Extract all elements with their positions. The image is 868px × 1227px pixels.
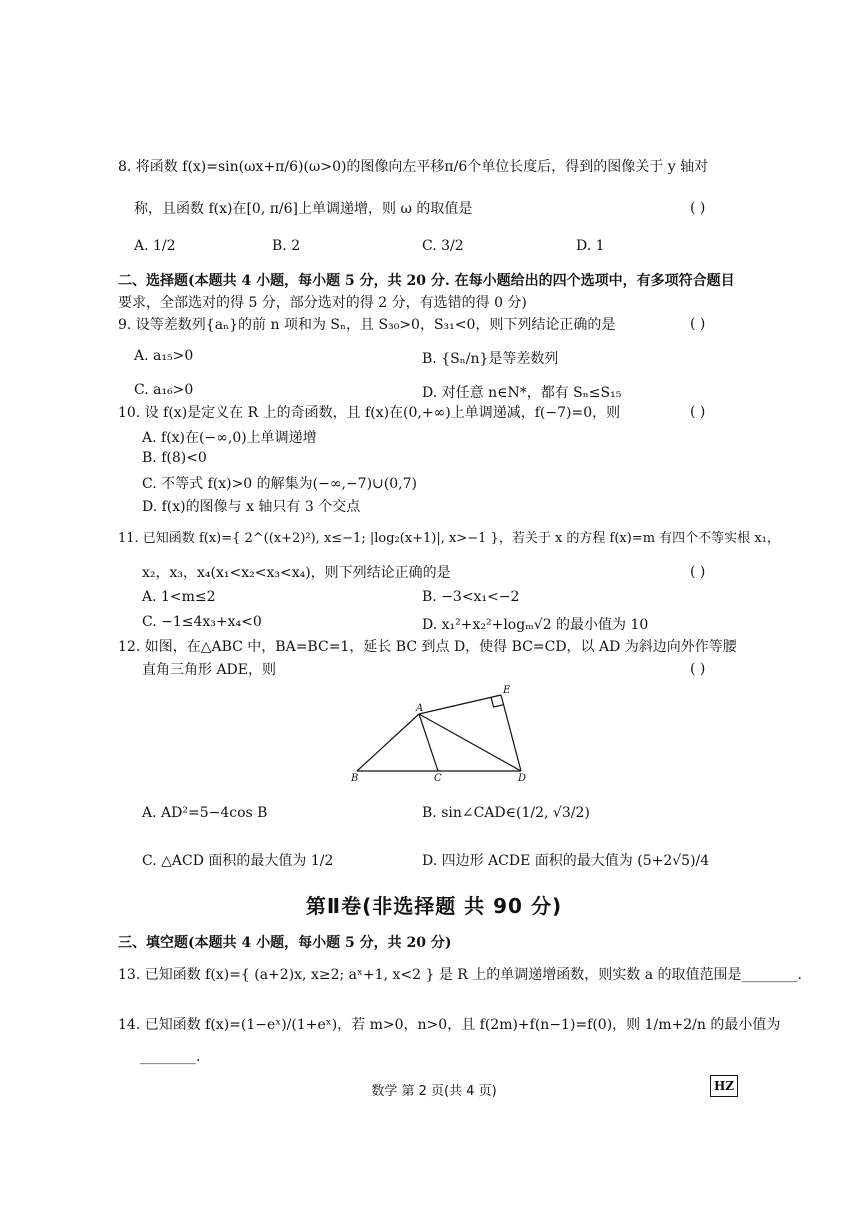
q10-option-b: B. f(8)<0 (142, 450, 207, 466)
q12-option-c: C. △ACD 面积的最大值为 1/2 (142, 853, 334, 869)
q12-answer-paren: ( ) (690, 661, 706, 677)
q12-stem-line2: 直角三角形 ADE，则 (142, 662, 277, 678)
q12-option-b: B. sin∠CAD∈(1/2, √3/2) (422, 805, 590, 821)
q8-line1: 8. 将函数 f(x)=sin(ωx+π/6)(ω>0)的图像向左平移π/6个单位长度后，得到的图像关于 y 轴对 (118, 159, 709, 175)
label-c: C (434, 773, 442, 784)
q12-stem-line1: 12. 如图，在△ABC 中，BA=BC=1，延长 BC 到点 D，使得 BC=CD，以 AD 为斜边向外作等腰 (118, 639, 737, 655)
q10-answer-paren: ( ) (690, 404, 706, 420)
q9-option-d: D. 对任意 n∈N*，都有 Sₙ≤S₁₅ (422, 385, 622, 401)
q10-option-d: D. f(x)的图像与 x 轴只有 3 个交点 (142, 499, 361, 515)
q8-option-c: C. 3/2 (422, 238, 464, 254)
q11-option-c: C. −1≤4x₃+x₄<0 (142, 614, 262, 630)
q14-stem-line2: ________. (140, 1049, 201, 1065)
label-a: A (416, 703, 424, 714)
q10-option-c: C. 不等式 f(x)>0 的解集为(−∞,−7)∪(0,7) (142, 476, 417, 492)
q13-stem: 13. 已知函数 f(x)={ (a+2)x, x≥2; aˣ+1, x<2 } 是 R 上的单调递增函数，则实数 a 的取值范围是________. (118, 967, 802, 983)
label-e: E (503, 685, 511, 696)
q11-answer-paren: ( ) (690, 564, 706, 580)
q8-answer-paren: ( ) (690, 200, 706, 216)
q9-option-b: B. {Sₙ/n}是等差数列 (422, 351, 559, 367)
q9-stem: 9. 设等差数列{aₙ}的前 n 项和为 Sₙ，且 S₃₀>0，S₃₁<0，则下列结论正确的是 (118, 317, 616, 333)
q9-option-c: C. a₁₆>0 (134, 382, 194, 398)
q10-option-a: A. f(x)在(−∞,0)上单调递增 (142, 430, 317, 446)
q14-stem-line1: 14. 已知函数 f(x)=(1−eˣ)/(1+eˣ)，若 m>0，n>0，且 f(2m)+f(n−1)=f(0)，则 1/m+2/n 的最小值为 (118, 1017, 781, 1033)
q11-option-a: A. 1<m≤2 (142, 589, 216, 605)
label-d: D (518, 773, 527, 784)
q9-option-a: A. a₁₅>0 (134, 348, 194, 364)
q8-line2: 称，且函数 f(x)在[0, π/6]上单调递增，则 ω 的取值是 (134, 201, 473, 217)
page-footer: 数学 第 2 页(共 4 页) (371, 1084, 497, 1099)
q12-option-a: A. AD²=5−4cos B (142, 805, 268, 821)
section3-heading: 三、填空题(本题共 4 小题，每小题 5 分，共 20 分) (118, 935, 452, 951)
section2-heading-line2: 要求，全部选对的得 5 分，部分选对的得 2 分，有选错的得 0 分) (118, 295, 527, 311)
segment-ed (501, 695, 521, 771)
q10-stem: 10. 设 f(x)是定义在 R 上的奇函数，且 f(x)在(0,+∞)上单调递减，f(−7)=0，则 (118, 405, 621, 421)
q8-option-b: B. 2 (272, 238, 301, 254)
q8-option-d: D. 1 (576, 238, 605, 254)
triangle-figure (345, 682, 535, 787)
q11-stem-line2: x₂，x₃，x₄(x₁<x₂<x₃<x₄)，则下列结论正确的是 (142, 565, 451, 581)
hz-badge: HZ (710, 1075, 738, 1097)
q12-option-d: D. 四边形 ACDE 面积的最大值为 (5+2√5)/4 (422, 853, 710, 869)
segment-ba (357, 714, 419, 771)
q9-answer-paren: ( ) (690, 316, 706, 332)
q8-option-a: A. 1/2 (134, 238, 176, 254)
q11-option-d: D. x₁²+x₂²+logₘ√2 的最小值为 10 (422, 617, 649, 633)
q11-stem-line1: 11. 已知函数 f(x)={ 2^((x+2)²), x≤−1; |log₂(x+1)|, x>−1 }，若关于 x 的方程 f(x)=m 有四个不等实根 x₁， (118, 531, 780, 546)
part2-title: 第Ⅱ卷(非选择题 共 90 分) (305, 894, 563, 918)
segment-ae (419, 695, 501, 714)
segment-ad (419, 714, 521, 771)
section2-heading-line1: 二、选择题(本题共 4 小题，每小题 5 分，共 20 分. 在每小题给出的四个选项中，有多项符合题目 (118, 273, 735, 289)
q11-option-b: B. −3<x₁<−2 (422, 589, 520, 605)
label-b: B (351, 773, 359, 784)
